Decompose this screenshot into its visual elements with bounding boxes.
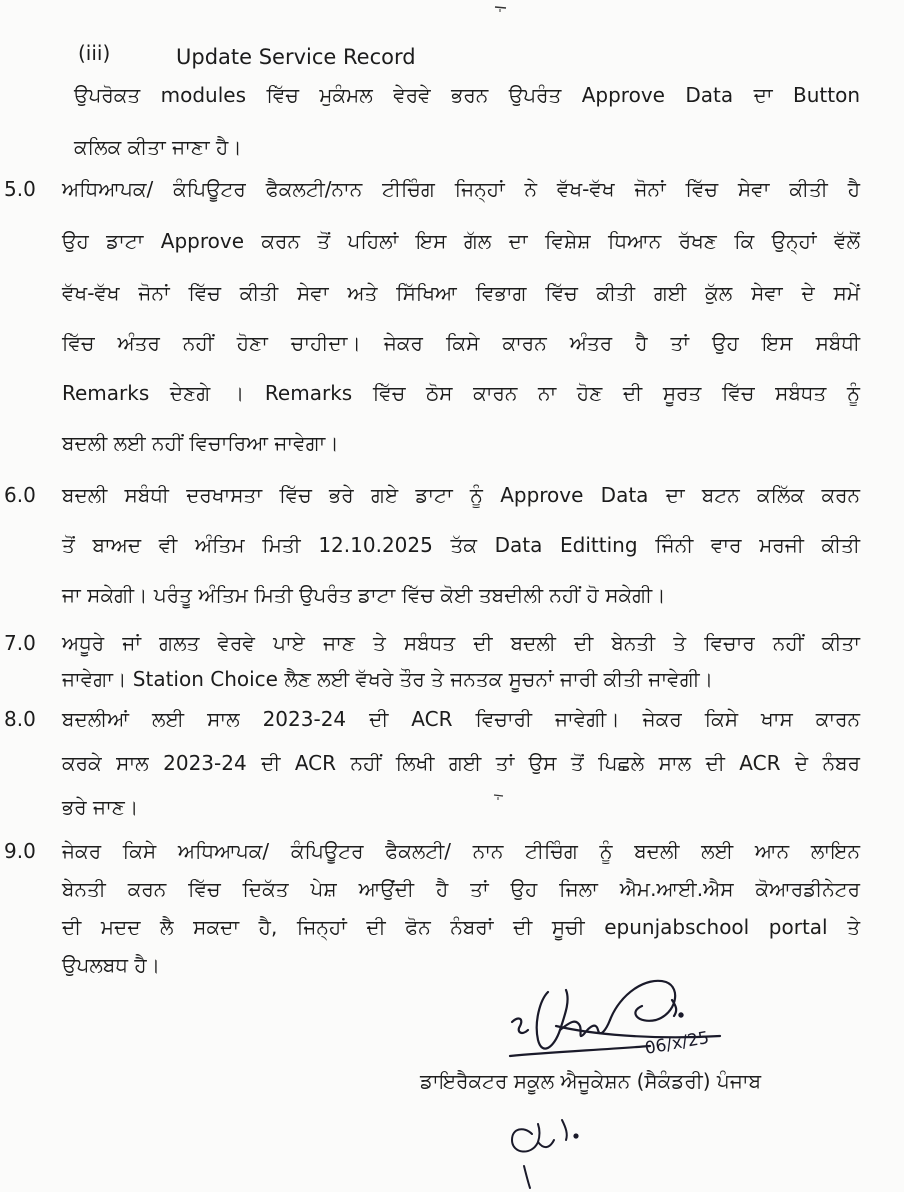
- section-line: ਭਰੇ ਜਾਣ।: [62, 795, 139, 819]
- section-line: ਵੱਖ-ਵੱਖ ਜੋਨਾਂ ਵਿੱਚ ਕੀਤੀ ਸੇਵਾ ਅਤੇ ਸਿੱਖਿਆ ਵਿਭਾਗ ਵਿੱਚ ਕੀਤੀ ਗਈ ਕੁੱਲ ਸੇਵਾ ਦੇ ਸਮੇਂ: [62, 281, 860, 305]
- scan-speck: [493, 792, 505, 802]
- designation-text: ਡਾਇਰੈਕਟਰ ਸਕੂਲ ਐਜੂਕੇਸ਼ਨ (ਸੈਕੰਡਰੀ) ਪੰਜਾਬ: [420, 1069, 762, 1093]
- item-iii-title: Update Service Record: [176, 45, 416, 69]
- section-line: ਅਧੂਰੇ ਜਾਂ ਗਲਤ ਵੇਰਵੇ ਪਾਏ ਜਾਣ ਤੇ ਸਬੰਧਤ ਦੀ ਬਦਲੀ ਦੀ ਬੇਨਤੀ ਤੇ ਵਿਚਾਰ ਨਹੀਂ ਕੀਤਾ: [62, 631, 860, 655]
- signature-block: [420, 960, 900, 1190]
- section-line: ਅਧਿਆਪਕ/ ਕੰਪਿਊਟਰ ਫੈਕਲਟੀ/ਨਾਨ ਟੀਚਿੰਗ ਜਿਨ੍ਹਾਂ ਨੇ ਵੱਖ-ਵੱਖ ਜੋਨਾਂ ਵਿੱਚ ਸੇਵਾ ਕੀਤੀ ਹੈ: [62, 177, 860, 201]
- signature-date: 06/x/25: [643, 1027, 711, 1059]
- section-line: ਬਦਲੀਆਂ ਲਈ ਸਾਲ 2023-24 ਦੀ ACR ਵਿਚਾਰੀ ਜਾਵੇਗੀ। ਜੇਕਰ ਕਿਸੇ ਖਾਸ ਕਾਰਨ: [62, 707, 860, 731]
- section-line: ਕਰਕੇ ਸਾਲ 2023-24 ਦੀ ACR ਨਹੀਂ ਲਿਖੀ ਗਈ ਤਾਂ ਉਸ ਤੋਂ ਪਿਛਲੇ ਸਾਲ ਦੀ ACR ਦੇ ਨੰਬਰ: [62, 751, 860, 775]
- section-line: Remarks ਦੇਣਗੇ । Remarks ਵਿੱਚ ਠੋਸ ਕਾਰਨ ਨਾ ਹੋਣ ਦੀ ਸੂਰਤ ਵਿੱਚ ਸਬੰਧਤ ਨੂੰ: [62, 381, 860, 405]
- section-number: 5.0: [4, 177, 36, 201]
- section-line: ਜੇਕਰ ਕਿਸੇ ਅਧਿਆਪਕ/ ਕੰਪਿਊਟਰ ਫੈਕਲਟੀ/ ਨਾਨ ਟੀਚਿੰਗ ਨੂੰ ਬਦਲੀ ਲਈ ਆਨ ਲਾਇਨ: [62, 839, 860, 863]
- section-line: ਜਾਵੇਗਾ। Station Choice ਲੈਣ ਲਈ ਵੱਖਰੇ ਤੌਰ ਤੇ ਜਨਤਕ ਸੂਚਨਾਂ ਜਾਰੀ ਕੀਤੀ ਜਾਵੇਗੀ।: [62, 667, 714, 691]
- section-line: ਤੋਂ ਬਾਅਦ ਵੀ ਅੰਤਿਮ ਮਿਤੀ 12.10.2025 ਤੱਕ Data Editting ਜਿੰਨੀ ਵਾਰ ਮਰਜੀ ਕੀਤੀ: [62, 533, 860, 557]
- scan-speck: [494, 4, 508, 14]
- section-number: 6.0: [4, 483, 36, 507]
- section-line: ਬਦਲੀ ਲਈ ਨਹੀਂ ਵਿਚਾਰਿਆ ਜਾਵੇਗਾ।: [62, 431, 339, 455]
- section-line: ਦੀ ਮਦਦ ਲੈ ਸਕਦਾ ਹੈ, ਜਿਨ੍ਹਾਂ ਦੀ ਫੋਨ ਨੰਬਰਾਂ ਦੀ ਸੂਚੀ epunjabschool portal ਤੇ: [62, 915, 860, 939]
- section-line: ਜਾ ਸਕੇਗੀ। ਪਰੰਤੂ ਅੰਤਿਮ ਮਿਤੀ ਉਪਰੰਤ ਡਾਟਾ ਵਿੱਚ ਕੋਈ ਤਬਦੀਲੀ ਨਹੀਂ ਹੋ ਸਕੇਗੀ।: [62, 583, 666, 607]
- item-iii-label: (iii): [78, 41, 111, 65]
- section-line: ਬਦਲੀ ਸਬੰਧੀ ਦਰਖਾਸਤਾ ਵਿੱਚ ਭਰੇ ਗਏ ਡਾਟਾ ਨੂੰ Approve Data ਦਾ ਬਟਨ ਕਲਿੱਕ ਕਰਨ: [62, 483, 860, 507]
- section-line: ਉਹ ਡਾਟਾ Approve ਕਰਨ ਤੋਂ ਪਹਿਲਾਂ ਇਸ ਗੱਲ ਦਾ ਵਿਸ਼ੇਸ਼ ਧਿਆਨ ਰੱਖਣ ਕਿ ਉਨ੍ਹਾਂ ਵੱਲੋਂ: [62, 229, 860, 253]
- section-number: 9.0: [4, 839, 36, 863]
- section-number: 8.0: [4, 707, 36, 731]
- item-iii-line-2: ਕਲਿਕ ਕੀਤਾ ਜਾਣਾ ਹੈ।: [74, 135, 242, 159]
- section-line: ਵਿੱਚ ਅੰਤਰ ਨਹੀਂ ਹੋਣਾ ਚਾਹੀਦਾ। ਜੇਕਰ ਕਿਸੇ ਕਾਰਨ ਅੰਤਰ ਹੈ ਤਾਂ ਉਹ ਇਸ ਸਬੰਧੀ: [62, 331, 860, 355]
- section-line: ਉਪਲਬਧ ਹੈ।: [62, 953, 161, 977]
- section-number: 7.0: [4, 631, 36, 655]
- section-line: ਬੇਨਤੀ ਕਰਨ ਵਿੱਚ ਦਿਕੱਤ ਪੇਸ਼ ਆਉਂਦੀ ਹੈ ਤਾਂ ਉਹ ਜਿਲਾ ਐਮ.ਆਈ.ਐਸ ਕੋਆਰਡੀਨੇਟਰ: [62, 877, 860, 901]
- item-iii-line-1: ਉਪਰੋਕਤ modules ਵਿੱਚ ਮੁਕੰਮਲ ਵੇਰਵੇ ਭਰਨ ਉਪਰੰਤ Approve Data ਦਾ Button: [74, 83, 860, 107]
